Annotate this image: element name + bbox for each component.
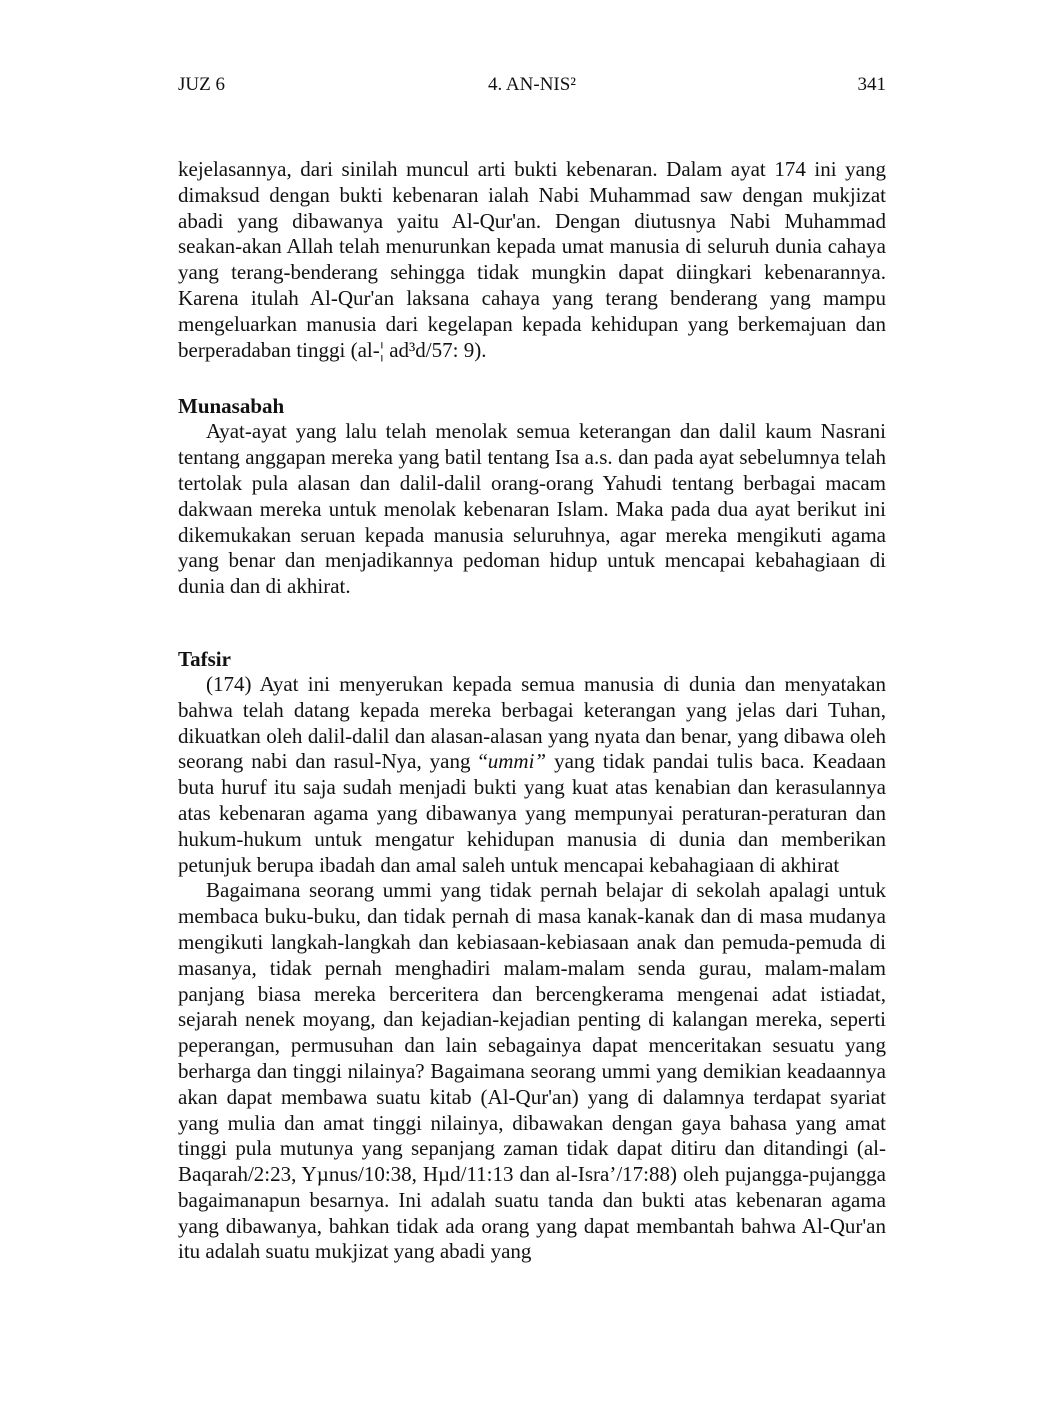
page-number: 341 [857,74,886,95]
tafsir-p1-before: (174) Ayat ini menyerukan kepada semua manusia di dunia dan menyatakan bahwa telah datang kepada mereka berbagai keterangan yang jelas dari Tuhan, dikuatkan oleh dalil-dalil dan alasan-alasan yang nyata dan benar, yang dibawa oleh seorang nabi dan rasul-Nya, yang “ [178,671,886,774]
tafsir-p1-after: yang tidak pandai tulis baca. Keadaan buta huruf itu saja sudah menjadi bukti yang kuat atas kenabian dan kerasulannya atas kebenaran agama yang dibawanya yang mempunyai peraturan-peraturan dan hukum-hukum untuk mengatur kehidupan manusia di dunia dan memberikan petunjuk berupa ibadah dan amal saleh untuk mencapai kebahagiaan di akhirat [178,749,886,877]
tafsir-paragraph-2: Bagaimana seorang ummi yang tidak pernah belajar di sekolah apalagi untuk membaca buku-buku, dan tidak pernah di masa kanak-kanak dan di masa mudanya mengikuti langkah-langkah dan kebiasaan-kebiasaan anak dan pemuda-pemuda di masanya, tidak pernah menghadiri malam-malam senda gurau, malam-malam panjang biasa mereka berceritera dan bercengkerama mengenai adat istiadat, sejarah nenek moyang, dan kejadian-kejadian penting di kalangan mereka, seperti peperangan, permusuhan dan lain sebagainya dapat menceritakan sesuatu yang berharga dan tinggi nilainya? Bagaimana seorang ummi yang demikian keadaannya akan dapat membawa suatu kitab (Al-Qur'an) yang di dalamnya terdapat syariat yang mulia dan amat tinggi nilainya, dibawakan dengan gaya bahasa yang amat tinggi pula mutunya yang sepanjang zaman tidak dapat ditiru dan ditandingi (al-Baqarah/2:23, Yµnus/10:38, Hµd/11:13 dan al-Isra’/17:88) oleh pujangga-pujangga bagaimanapun besarnya. Ini adalah suatu tanda dan bukti atas kebenaran agama yang dibawanya, bahkan tidak ada orang yang dapat membantah bahwa Al-Qur'an itu adalah suatu mukjizat yang abadi yang [178,878,886,1264]
tafsir-paragraph-174 [178,672,886,878]
intro-paragraph: kejelasannya, dari sinilah muncul arti bukti kebenaran. Dalam ayat 174 ini yang dimaksud dengan bukti kebenaran ialah Nabi Muhammad saw dengan mukjizat abadi yang dibawanya yaitu Al-Qur'an. Dengan diutusnya Nabi Muhammad seakan-akan Allah telah menurunkan kepada umat manusia di seluruh dunia cahaya yang terang-benderang sehingga tidak mungkin dapat diingkari kebenarannya. Karena itulah Al-Qur'an laksana cahaya yang terang benderang yang mampu mengeluarkan manusia dari kegelapan kepada kehidupan yang berkemajuan dan berperadaban tinggi (al-¦ ad³d/57: 9). [178,157,886,362]
surah-title: 4. AN-NIS² [487,74,577,95]
tafsir-heading: Tafsir [178,646,231,671]
page-body [178,157,886,1265]
munasabah-paragraph: Ayat-ayat yang lalu telah menolak semua keterangan dan dalil kaum Nasrani tentang anggapan mereka yang batil tentang Isa a.s. dan pada ayat sebelumnya telah tertolak pula alasan dan dalil-dalil orang-orang Yahudi tentang berbagai macam dakwaan mereka untuk menolak kebenaran Islam. Maka pada dua ayat berikut ini dikemukakan seruan kepada manusia seluruhnya, agar mereka mengikuti agama yang benar dan menjadikannya pedoman hidup untuk mencapai kebahagiaan di dunia dan di akhirat. [178,419,886,599]
juz-label: JUZ 6 [178,74,225,95]
munasabah-heading: Munasabah [178,394,285,419]
ummi-term: ummi” [487,749,547,774]
page-header [178,74,886,100]
